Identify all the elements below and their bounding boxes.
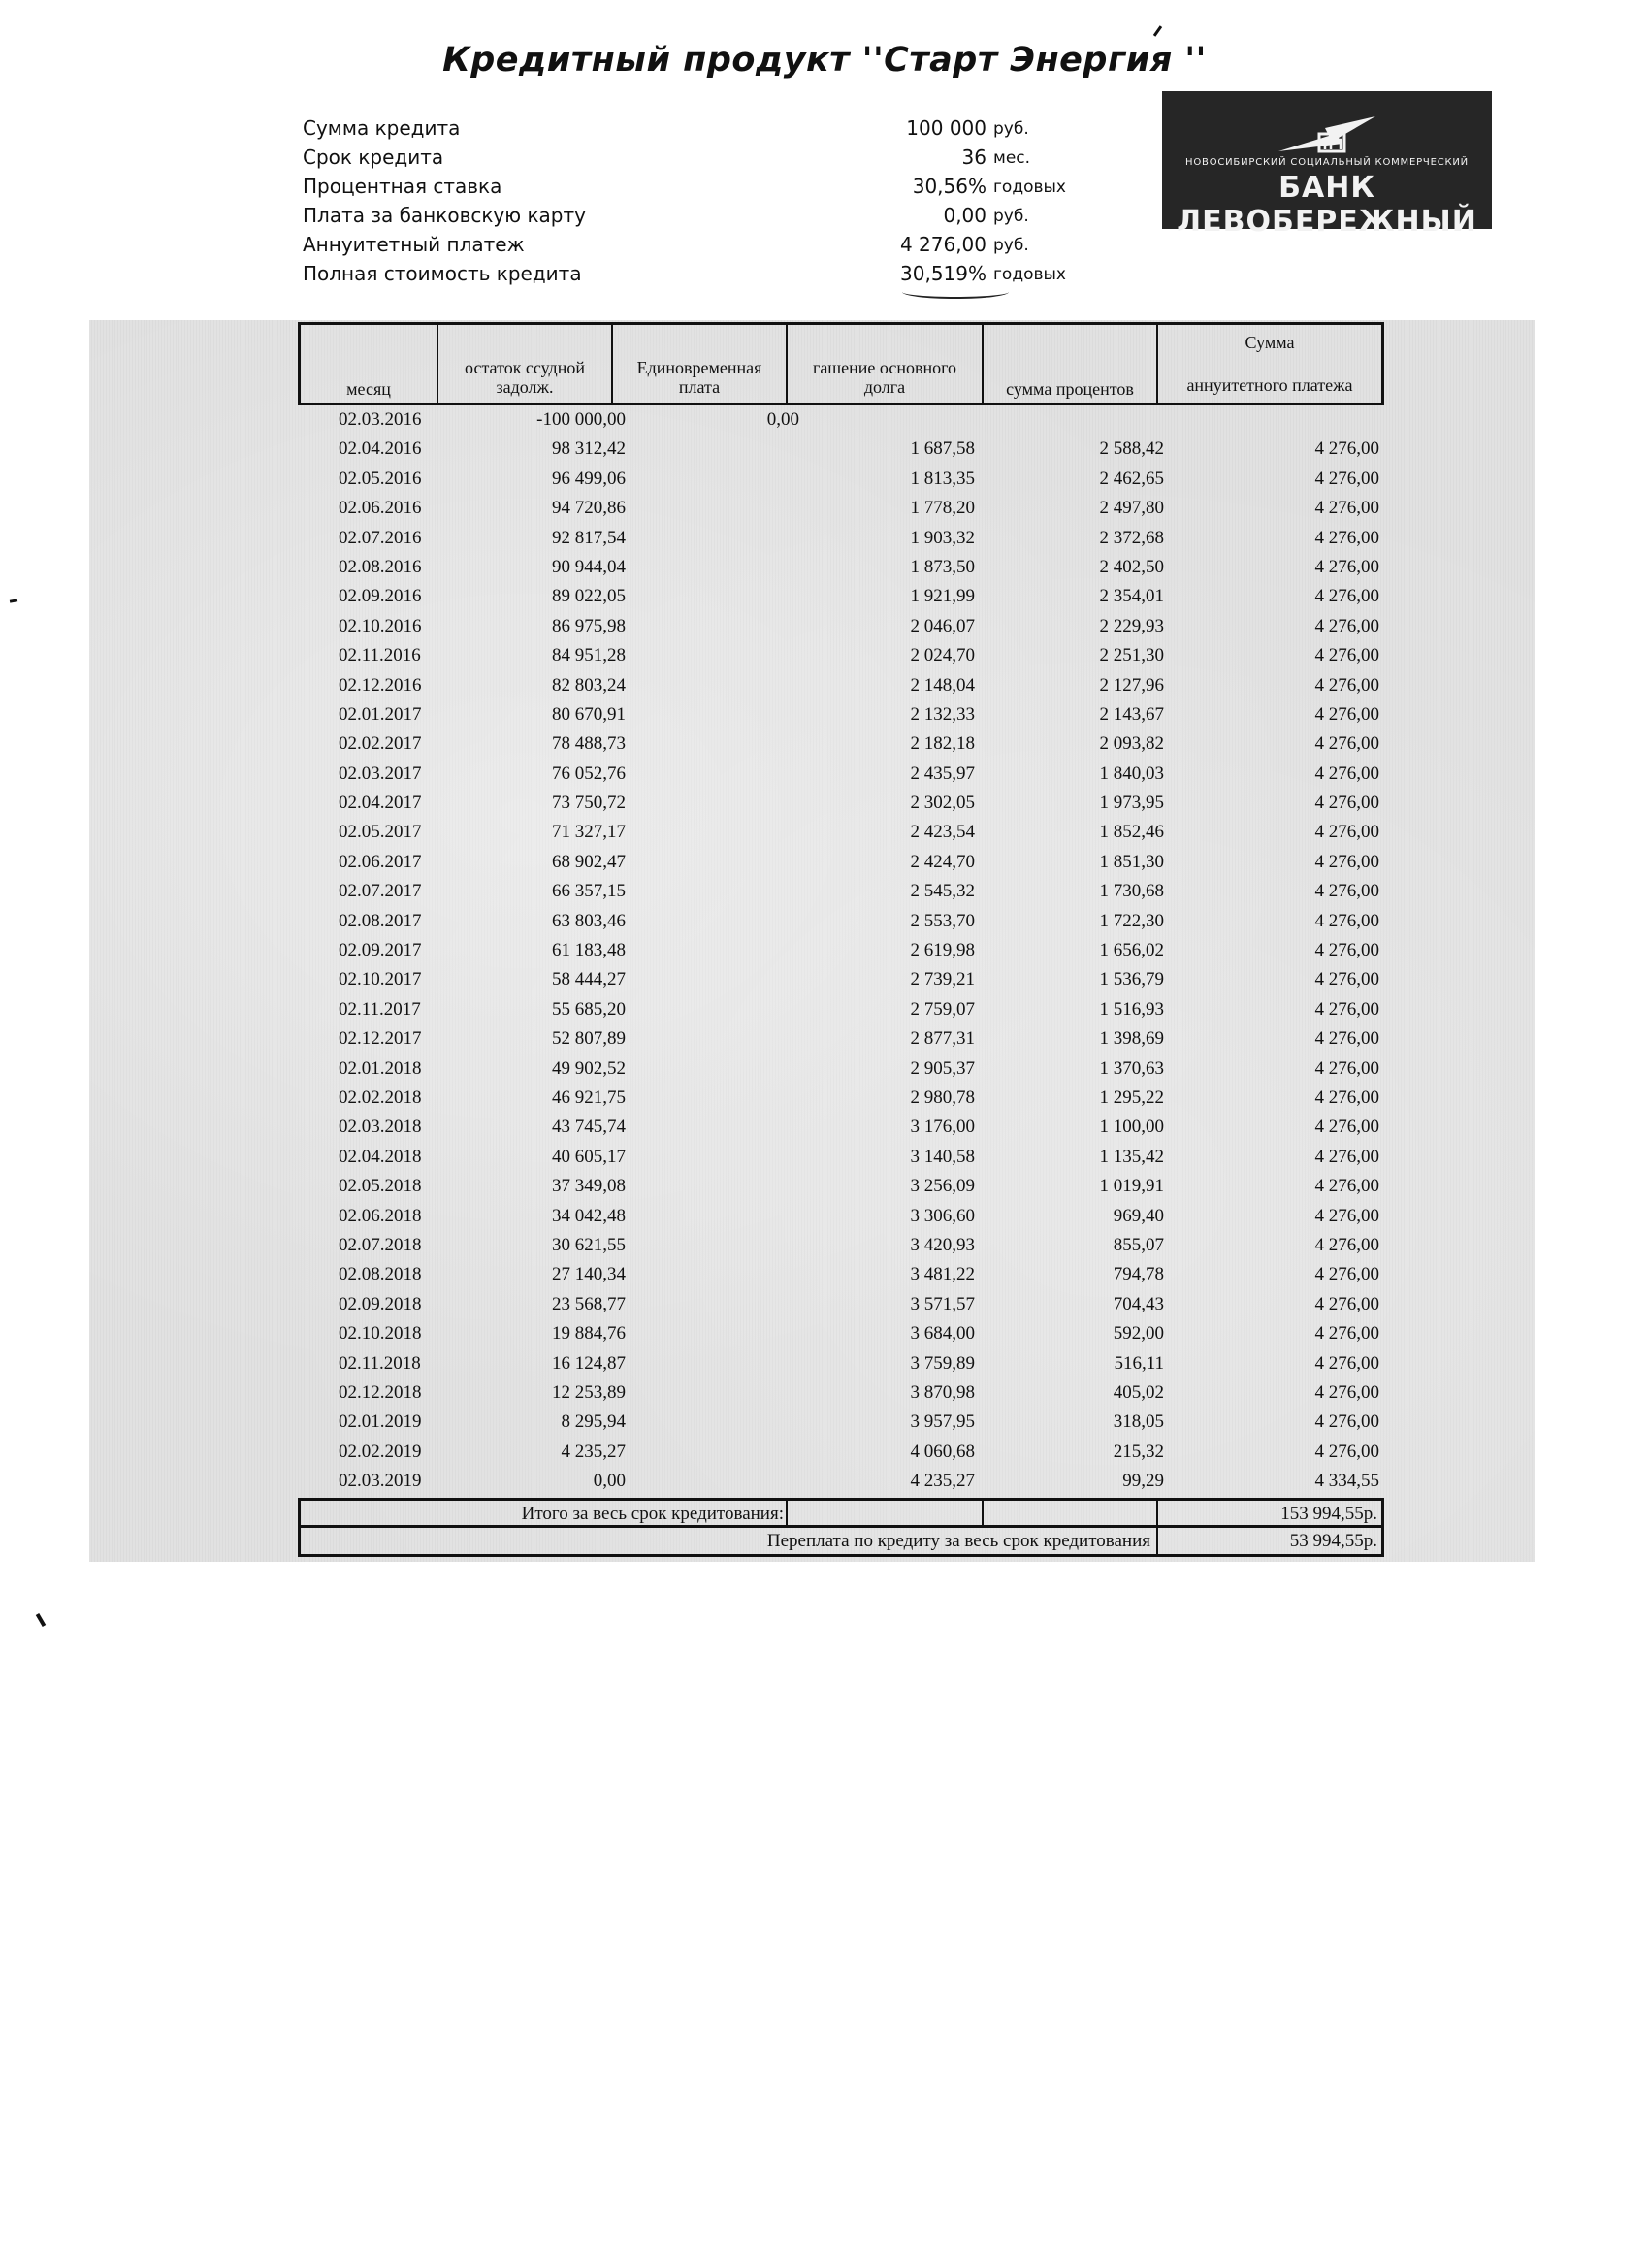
table-row	[298, 848, 1384, 877]
cell-month: 02.10.2017	[339, 969, 422, 990]
cell-principal: 2 024,70	[910, 645, 975, 666]
cell-annuity: 4 276,00	[1314, 881, 1379, 902]
logo-bank-name: БАНК ЛЕВОБЕРЕЖНЫЙ	[1177, 171, 1477, 239]
cell-interest: 704,43	[1113, 1293, 1164, 1314]
table-row	[298, 877, 1384, 906]
cell-annuity: 4 276,00	[1314, 438, 1379, 460]
cell-month: 02.07.2016	[339, 527, 422, 548]
cell-principal: 2 046,07	[910, 615, 975, 636]
totals-empty-cell	[984, 1501, 1158, 1525]
header-one-time	[613, 325, 788, 403]
cell-principal: 2 759,07	[910, 998, 975, 1020]
cell-annuity: 4 276,00	[1314, 1117, 1379, 1138]
cell-month: 02.03.2018	[339, 1117, 422, 1138]
cell-month: 02.03.2016	[339, 409, 422, 430]
cell-annuity: 4 276,00	[1314, 586, 1379, 607]
cell-principal: 2 435,97	[910, 762, 975, 784]
cell-month: 02.05.2016	[339, 468, 422, 489]
cell-principal: 3 571,57	[910, 1293, 975, 1314]
cell-annuity: 4 276,00	[1314, 733, 1379, 755]
table-row	[298, 1438, 1384, 1467]
cell-interest: 405,02	[1113, 1381, 1164, 1403]
totals-value: 153 994,55р.	[1280, 1504, 1377, 1525]
cell-principal: 3 870,98	[910, 1381, 975, 1403]
cell-interest: 1 722,30	[1099, 910, 1164, 931]
cell-remainder: 61 183,48	[552, 940, 626, 961]
table-row	[298, 1349, 1384, 1378]
cell-annuity: 4 276,00	[1314, 969, 1379, 990]
cell-interest: 318,05	[1113, 1411, 1164, 1433]
cell-month: 02.04.2016	[339, 438, 422, 460]
cell-annuity: 4 276,00	[1314, 556, 1379, 577]
table-header	[298, 322, 1384, 405]
table-row	[298, 582, 1384, 611]
cell-annuity: 4 276,00	[1314, 1381, 1379, 1403]
cell-principal: 3 306,60	[910, 1205, 975, 1226]
cell-remainder: -100 000,00	[536, 409, 626, 430]
cell-remainder: 37 349,08	[552, 1176, 626, 1197]
cell-principal: 2 423,54	[910, 822, 975, 843]
param-value: 100 000	[906, 116, 986, 140]
cell-month: 02.07.2017	[339, 881, 422, 902]
cell-interest: 215,32	[1113, 1441, 1164, 1462]
header-interest	[984, 325, 1158, 403]
cell-remainder: 96 499,06	[552, 468, 626, 489]
cell-principal: 3 684,00	[910, 1323, 975, 1345]
param-label: Сумма кредита	[303, 116, 461, 140]
param-row	[301, 231, 1077, 260]
cell-month: 02.12.2017	[339, 1028, 422, 1050]
cell-principal: 2 132,33	[910, 703, 975, 725]
table-row	[298, 405, 1384, 435]
cell-principal: 3 176,00	[910, 1117, 975, 1138]
cell-principal: 1 687,58	[910, 438, 975, 460]
cell-one-time: 0,00	[766, 409, 799, 430]
totals-label: Итого за весь срок кредитования:	[521, 1504, 784, 1525]
param-row	[301, 114, 1077, 144]
cell-principal: 4 235,27	[910, 1471, 975, 1492]
cell-month: 02.01.2018	[339, 1057, 422, 1079]
cell-remainder: 34 042,48	[552, 1205, 626, 1226]
overpayment-value: 53 994,55р.	[1289, 1531, 1377, 1552]
cell-annuity: 4 276,00	[1314, 615, 1379, 636]
cell-interest: 1 656,02	[1099, 940, 1164, 961]
cell-annuity: 4 276,00	[1314, 822, 1379, 843]
cell-remainder: 23 568,77	[552, 1293, 626, 1314]
table-row	[298, 789, 1384, 818]
header-interest-label: сумма процентов	[1006, 379, 1134, 399]
payment-schedule-table	[298, 322, 1384, 1557]
cell-interest: 592,00	[1113, 1323, 1164, 1345]
param-value: 30,519%	[900, 262, 986, 285]
table-row	[298, 1024, 1384, 1053]
header-principal	[788, 325, 984, 403]
cell-annuity: 4 276,00	[1314, 645, 1379, 666]
cell-month: 02.11.2016	[339, 645, 421, 666]
param-row	[301, 173, 1077, 202]
cell-principal: 3 957,95	[910, 1411, 975, 1433]
cell-interest: 1 398,69	[1099, 1028, 1164, 1050]
param-value: 30,56%	[912, 175, 986, 198]
cell-remainder: 71 327,17	[552, 822, 626, 843]
cell-interest: 1 100,00	[1099, 1117, 1164, 1138]
param-row	[301, 144, 1077, 173]
table-row	[298, 553, 1384, 582]
cell-month: 02.10.2016	[339, 615, 422, 636]
table-row	[298, 1143, 1384, 1172]
cell-month: 02.04.2017	[339, 793, 422, 814]
header-month-label: месяц	[346, 379, 391, 399]
cell-principal: 2 148,04	[910, 674, 975, 696]
cell-annuity: 4 276,00	[1314, 998, 1379, 1020]
header-annuity-top-label: Сумма	[1245, 333, 1295, 352]
table-row	[298, 1231, 1384, 1260]
cell-interest: 1 730,68	[1099, 881, 1164, 902]
cell-annuity: 4 276,00	[1314, 1234, 1379, 1255]
cell-remainder: 43 745,74	[552, 1117, 626, 1138]
cell-interest: 1 135,42	[1099, 1146, 1164, 1167]
cell-principal: 3 420,93	[910, 1234, 975, 1255]
cell-remainder: 89 022,05	[552, 586, 626, 607]
cell-principal: 2 905,37	[910, 1057, 975, 1079]
cell-month: 02.05.2017	[339, 822, 422, 843]
cell-interest: 2 462,65	[1099, 468, 1164, 489]
cell-annuity: 4 334,55	[1314, 1471, 1379, 1492]
cell-month: 02.03.2019	[339, 1471, 422, 1492]
param-label: Полная стоимость кредита	[303, 262, 582, 285]
cell-remainder: 90 944,04	[552, 556, 626, 577]
cell-annuity: 4 276,00	[1314, 498, 1379, 519]
cell-remainder: 92 817,54	[552, 527, 626, 548]
cell-principal: 2 619,98	[910, 940, 975, 961]
scan-speck	[36, 1613, 46, 1627]
param-label: Аннуитетный платеж	[303, 233, 525, 256]
header-remainder	[438, 325, 613, 403]
cell-principal: 2 302,05	[910, 793, 975, 814]
cell-principal: 2 553,70	[910, 910, 975, 931]
cell-annuity: 4 276,00	[1314, 910, 1379, 931]
cell-month: 02.07.2018	[339, 1234, 422, 1255]
cell-interest: 1 840,03	[1099, 762, 1164, 784]
table-row	[298, 907, 1384, 936]
cell-month: 02.08.2017	[339, 910, 422, 931]
cell-remainder: 80 670,91	[552, 703, 626, 725]
cell-remainder: 52 807,89	[552, 1028, 626, 1050]
table-row	[298, 1260, 1384, 1289]
cell-remainder: 94 720,86	[552, 498, 626, 519]
cell-principal: 2 424,70	[910, 851, 975, 872]
cell-interest: 99,29	[1122, 1471, 1164, 1492]
param-unit: мес.	[993, 148, 1031, 168]
cell-month: 02.09.2016	[339, 586, 422, 607]
header-one-time-label: Единовременная плата	[636, 358, 762, 397]
cell-annuity: 4 276,00	[1314, 527, 1379, 548]
cell-remainder: 73 750,72	[552, 793, 626, 814]
param-label: Срок кредита	[303, 146, 444, 169]
cell-month: 02.11.2017	[339, 998, 421, 1020]
table-row	[298, 524, 1384, 553]
handwritten-underline	[902, 285, 1009, 299]
cell-remainder: 4 235,27	[561, 1441, 626, 1462]
cell-interest: 1 851,30	[1099, 851, 1164, 872]
cell-remainder: 82 803,24	[552, 674, 626, 696]
loan-parameters	[301, 114, 1077, 289]
cell-remainder: 84 951,28	[552, 645, 626, 666]
overpayment-label-cell	[301, 1528, 1158, 1554]
table-row	[298, 435, 1384, 464]
cell-principal: 3 256,09	[910, 1176, 975, 1197]
cell-annuity: 4 276,00	[1314, 851, 1379, 872]
cell-remainder: 40 605,17	[552, 1146, 626, 1167]
table-row	[298, 1172, 1384, 1201]
cell-principal: 2 877,31	[910, 1028, 975, 1050]
cell-interest: 2 127,96	[1099, 674, 1164, 696]
cell-principal: 3 481,22	[910, 1264, 975, 1285]
cell-month: 02.06.2018	[339, 1205, 422, 1226]
cell-principal: 2 739,21	[910, 969, 975, 990]
table-row	[298, 1084, 1384, 1113]
cell-interest: 1 516,93	[1099, 998, 1164, 1020]
cell-remainder: 66 357,15	[552, 881, 626, 902]
param-value: 4 276,00	[899, 233, 986, 256]
cell-annuity: 4 276,00	[1314, 940, 1379, 961]
cell-interest: 2 588,42	[1099, 438, 1164, 460]
cell-annuity: 4 276,00	[1314, 1146, 1379, 1167]
param-row	[301, 260, 1077, 289]
param-unit: руб.	[993, 207, 1029, 226]
cell-remainder: 55 685,20	[552, 998, 626, 1020]
bank-logo	[1162, 91, 1492, 239]
overpayment-label: Переплата по кредиту за весь срок кредитования	[766, 1531, 1150, 1552]
cell-annuity: 4 276,00	[1314, 1352, 1379, 1374]
cell-remainder: 16 124,87	[552, 1352, 626, 1374]
table-row	[298, 465, 1384, 494]
cell-annuity: 4 276,00	[1314, 1176, 1379, 1197]
overpayment-row	[298, 1528, 1384, 1557]
header-month	[301, 325, 438, 403]
cell-interest: 2 372,68	[1099, 527, 1164, 548]
logo-subtitle: НОВОСИБИРСКИЙ СОЦИАЛЬНЫЙ КОММЕРЧЕСКИЙ	[1185, 157, 1469, 168]
cell-principal: 1 903,32	[910, 527, 975, 548]
cell-remainder: 27 140,34	[552, 1264, 626, 1285]
cell-remainder: 78 488,73	[552, 733, 626, 755]
header-annuity-bottom-label: аннуитетного платежа	[1186, 375, 1353, 395]
cell-month: 02.01.2019	[339, 1411, 422, 1433]
cell-interest: 2 093,82	[1099, 733, 1164, 755]
cell-remainder: 63 803,46	[552, 910, 626, 931]
table-row	[298, 494, 1384, 523]
cell-month: 02.03.2017	[339, 762, 422, 784]
cell-principal: 2 545,32	[910, 881, 975, 902]
param-unit: годовых	[993, 178, 1066, 197]
cell-interest: 855,07	[1113, 1234, 1164, 1255]
cell-remainder: 30 621,55	[552, 1234, 626, 1255]
param-value: 0,00	[943, 204, 986, 227]
cell-principal: 1 778,20	[910, 498, 975, 519]
cell-annuity: 4 276,00	[1314, 1028, 1379, 1050]
table-row	[298, 641, 1384, 670]
cell-month: 02.09.2017	[339, 940, 422, 961]
cell-interest: 969,40	[1113, 1205, 1164, 1226]
cell-annuity: 4 276,00	[1314, 1293, 1379, 1314]
cell-interest: 516,11	[1114, 1352, 1164, 1374]
cell-principal: 3 759,89	[910, 1352, 975, 1374]
cell-interest: 2 402,50	[1099, 556, 1164, 577]
table-row	[298, 700, 1384, 729]
cell-principal: 3 140,58	[910, 1146, 975, 1167]
cell-month: 02.08.2018	[339, 1264, 422, 1285]
bank-emblem-icon	[1269, 114, 1385, 157]
cell-month: 02.06.2017	[339, 851, 422, 872]
cell-month: 02.01.2017	[339, 703, 422, 725]
totals-empty-cell	[788, 1501, 984, 1525]
cell-interest: 2 251,30	[1099, 645, 1164, 666]
table-row	[298, 995, 1384, 1024]
cell-annuity: 4 276,00	[1314, 1411, 1379, 1433]
cell-interest: 2 354,01	[1099, 586, 1164, 607]
cell-month: 02.02.2019	[339, 1441, 422, 1462]
cell-remainder: 46 921,75	[552, 1086, 626, 1108]
cell-month: 02.08.2016	[339, 556, 422, 577]
table-body	[298, 405, 1384, 1496]
cell-remainder: 86 975,98	[552, 615, 626, 636]
header-remainder-label: остаток ссудной задолж.	[465, 358, 585, 397]
param-label: Процентная ставка	[303, 175, 502, 198]
cell-month: 02.12.2018	[339, 1381, 422, 1403]
document-title: Кредитный продукт ''Старт Энергия ''	[442, 41, 1207, 80]
cell-interest: 2 497,80	[1099, 498, 1164, 519]
table-row	[298, 936, 1384, 965]
table-row	[298, 1113, 1384, 1142]
totals-row	[298, 1498, 1384, 1528]
cell-principal: 4 060,68	[910, 1441, 975, 1462]
table-row	[298, 965, 1384, 994]
table-row	[298, 1319, 1384, 1348]
table-row	[298, 818, 1384, 847]
table-row	[298, 729, 1384, 759]
cell-annuity: 4 276,00	[1314, 674, 1379, 696]
cell-interest: 1 295,22	[1099, 1086, 1164, 1108]
cell-remainder: 19 884,76	[552, 1323, 626, 1345]
cell-remainder: 0,00	[593, 1471, 626, 1492]
table-row	[298, 1467, 1384, 1496]
table-row	[298, 612, 1384, 641]
cell-month: 02.11.2018	[339, 1352, 421, 1374]
cell-month: 02.02.2018	[339, 1086, 422, 1108]
cell-annuity: 4 276,00	[1314, 762, 1379, 784]
cell-annuity: 4 276,00	[1314, 793, 1379, 814]
header-principal-label: гашение основного долга	[812, 358, 957, 397]
cell-principal: 1 921,99	[910, 586, 975, 607]
table-row	[298, 1378, 1384, 1408]
cell-remainder: 12 253,89	[552, 1381, 626, 1403]
cell-month: 02.12.2016	[339, 674, 422, 696]
cell-principal: 1 873,50	[910, 556, 975, 577]
param-label: Плата за банковскую карту	[303, 204, 586, 227]
cell-annuity: 4 276,00	[1314, 703, 1379, 725]
cell-remainder: 68 902,47	[552, 851, 626, 872]
cell-interest: 1 536,79	[1099, 969, 1164, 990]
cell-interest: 1 852,46	[1099, 822, 1164, 843]
header-annuity	[1158, 325, 1381, 403]
cell-interest: 1 019,91	[1099, 1176, 1164, 1197]
totals-label-cell	[301, 1501, 788, 1525]
cell-interest: 794,78	[1113, 1264, 1164, 1285]
cell-remainder: 76 052,76	[552, 762, 626, 784]
cell-month: 02.10.2018	[339, 1323, 422, 1345]
table-row	[298, 1408, 1384, 1437]
cell-remainder: 98 312,42	[552, 438, 626, 460]
param-unit: руб.	[993, 236, 1029, 255]
cell-month: 02.02.2017	[339, 733, 422, 755]
table-row	[298, 671, 1384, 700]
cell-principal: 1 813,35	[910, 468, 975, 489]
cell-annuity: 4 276,00	[1314, 1323, 1379, 1345]
cell-month: 02.09.2018	[339, 1293, 422, 1314]
cell-annuity: 4 276,00	[1314, 468, 1379, 489]
table-row	[298, 760, 1384, 789]
scan-speck	[10, 599, 17, 602]
param-row	[301, 202, 1077, 231]
cell-annuity: 4 276,00	[1314, 1057, 1379, 1079]
cell-remainder: 8 295,94	[561, 1411, 626, 1433]
cell-interest: 2 143,67	[1099, 703, 1164, 725]
cell-principal: 2 182,18	[910, 733, 975, 755]
cell-annuity: 4 276,00	[1314, 1205, 1379, 1226]
cell-principal: 2 980,78	[910, 1086, 975, 1108]
cell-remainder: 58 444,27	[552, 969, 626, 990]
cell-month: 02.04.2018	[339, 1146, 422, 1167]
cell-interest: 1 973,95	[1099, 793, 1164, 814]
cell-annuity: 4 276,00	[1314, 1264, 1379, 1285]
param-value: 36	[961, 146, 986, 169]
cell-annuity: 4 276,00	[1314, 1441, 1379, 1462]
cell-month: 02.06.2016	[339, 498, 422, 519]
cell-annuity: 4 276,00	[1314, 1086, 1379, 1108]
cell-remainder: 49 902,52	[552, 1057, 626, 1079]
param-unit: годовых	[993, 265, 1066, 284]
cell-interest: 1 370,63	[1099, 1057, 1164, 1079]
table-row	[298, 1290, 1384, 1319]
table-row	[298, 1202, 1384, 1231]
scan-speck	[1153, 25, 1162, 37]
param-unit: руб.	[993, 119, 1029, 139]
cell-interest: 2 229,93	[1099, 615, 1164, 636]
table-row	[298, 1054, 1384, 1084]
cell-month: 02.05.2018	[339, 1176, 422, 1197]
